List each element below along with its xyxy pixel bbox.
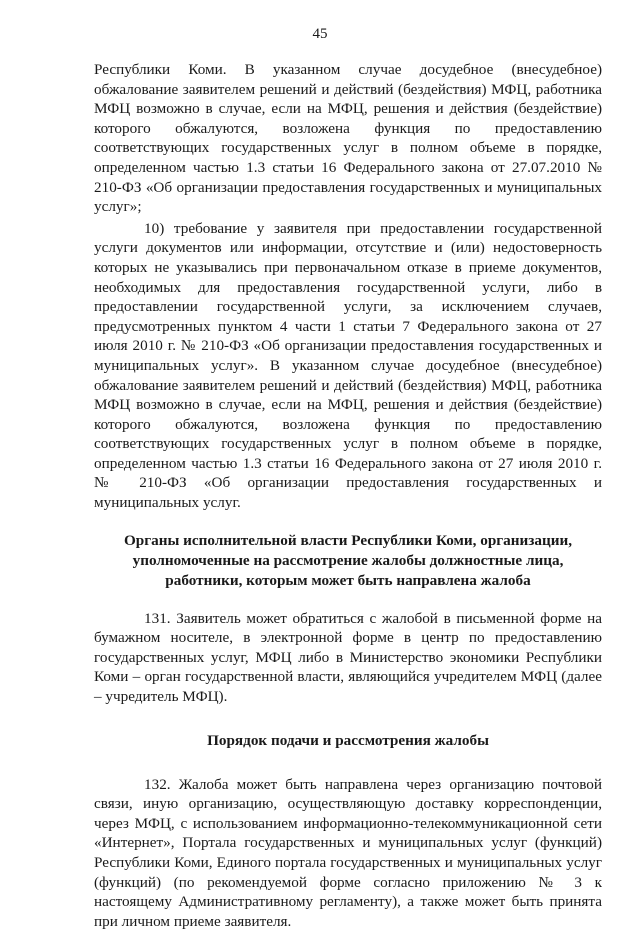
section-heading-complaint-bodies: Органы исполнительной власти Республики Коми, организации, уполномоченные на рассмотрение жалобы должностные лица, работники, которым может быть направлена жалоба [123,531,573,589]
paragraph-intro: Республики Коми. В указанном случае досудебное (внесудебное) обжалование заявителем решений и действий (бездействия) МФЦ, работника МФЦ возможно в случае, если на МФЦ, решения и действия (бездействие) которого обжалуются, возложена функция по предоставлению соответствующих государственных услуг в полном объеме в порядке, определенном частью 1.3 статьи 16 Федерального закона от 27.07.2010 № 210-ФЗ «Об организации предоставления государственных и муниципальных услуг»; [94,61,602,216]
paragraph-132: 132. Жалоба может быть направлена через организацию почтовой связи, иную организацию, осуществляющую доставку корреспонденции, через МФЦ, с использованием информационно-телекоммуникационной сети «Интернет», Портала государственных и муниципальных услуг (функций) Республики Коми, Единого портала государственных и муниципальных услуг (функций) (по рекомендуемой форме согласно приложению № 3 к настоящему Административному регламенту), а также может быть принята при личном приеме заявителя. [94,775,602,930]
section-heading-complaint-procedure: Порядок подачи и рассмотрения жалобы [207,731,489,749]
paragraph-131: 131. Заявитель может обратиться с жалобой в письменной форме на бумажном носителе, в электронной форме в центр по предоставлению государственных услуг, МФЦ либо в Министерство экономики Республики Коми – орган государственной власти, являющийся учредителем МФЦ (далее – учредитель МФЦ). [94,609,602,706]
document-body [94,60,602,931]
paragraph-item-10: 10) требование у заявителя при предоставлении государственной услуги документов или информации, отсутствие и (или) недостоверность которых не указывались при первоначальном отказе в приеме документов, необходимых для предоставления государственной услуги, либо в предоставлении государственной услуги, за исключением случаев, предусмотренных пунктом 4 части 1 статьи 7 Федерального закона от 27 июля 2010 г. № 210-ФЗ «Об организации предоставления государственных и муниципальных услуг». В указанном случае досудебное (внесудебное) обжалование заявителем решений и действий (бездействия) МФЦ, работника МФЦ возможно в случае, если на МФЦ, решения и действия (бездействие) которого обжалуются, возложена функция по предоставлению соответствующих государственных услуг в полном объеме в порядке, определенном частью 1.3 статьи 16 Федерального закона от 27 июля 2010 г. № 210-ФЗ «Об организации предоставления государственных и муниципальных услуг. [94,219,602,512]
page-number: 45 [312,26,328,42]
